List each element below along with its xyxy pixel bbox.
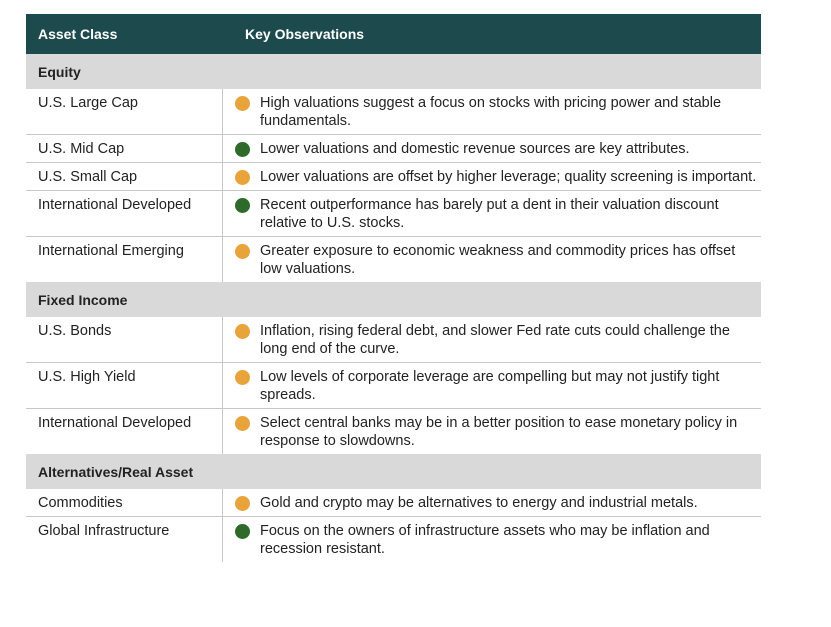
status-dot-icon (235, 416, 250, 431)
table-row (26, 135, 761, 163)
observation-text: Select central banks may be in a better position to ease monetary policy in response to slowdowns. (260, 415, 738, 449)
asset-class-cell: International Developed (26, 191, 223, 236)
asset-class-cell: U.S. High Yield (26, 363, 223, 408)
status-dot-icon (235, 324, 250, 339)
asset-class-cell: U.S. Bonds (26, 317, 223, 362)
table-row (26, 89, 761, 135)
observation-text: Lower valuations are offset by higher leverage; quality screening is important. (260, 169, 757, 185)
status-dot-icon (235, 524, 250, 539)
header-key-observations: Key Observations (245, 26, 365, 42)
observation-text: Focus on the owners of infrastructure assets who may be inflation and recession resistant. (260, 523, 710, 557)
asset-class-cell: U.S. Large Cap (26, 89, 223, 134)
section-header: Alternatives/Real Asset (26, 454, 761, 489)
header-asset-class: Asset Class (38, 26, 118, 42)
observation-cell (223, 363, 761, 408)
status-dot-icon (235, 198, 250, 213)
observation-cell (223, 163, 761, 190)
asset-class-cell: Commodities (26, 489, 223, 516)
observation-cell (223, 409, 761, 454)
asset-class-cell: U.S. Small Cap (26, 163, 223, 190)
observation-cell (223, 489, 761, 516)
status-dot-icon (235, 496, 250, 511)
observation-cell (223, 317, 761, 362)
asset-class-cell: U.S. Mid Cap (26, 135, 223, 162)
table-row (26, 163, 761, 191)
table-row (26, 363, 761, 409)
observation-text: Gold and crypto may be alternatives to energy and industrial metals. (260, 495, 698, 511)
table-header (26, 14, 761, 54)
observation-cell (223, 517, 761, 562)
observation-cell (223, 135, 761, 162)
observation-text: High valuations suggest a focus on stocks with pricing power and stable fundamentals. (260, 95, 722, 129)
observation-cell (223, 89, 761, 134)
table-row (26, 237, 761, 282)
observation-text: Recent outperformance has barely put a dent in their valuation discount relative to U.S. stocks. (260, 197, 719, 231)
status-dot-icon (235, 96, 250, 111)
status-dot-icon (235, 142, 250, 157)
section-header: Fixed Income (26, 282, 761, 317)
asset-class-cell: Global Infrastructure (26, 517, 223, 562)
asset-class-table (26, 14, 761, 562)
section-header: Equity (26, 54, 761, 89)
observation-cell (223, 237, 761, 282)
table-row (26, 489, 761, 517)
asset-class-cell: International Developed (26, 409, 223, 454)
observation-text: Lower valuations and domestic revenue sources are key attributes. (260, 141, 690, 157)
status-dot-icon (235, 370, 250, 385)
observation-text: Low levels of corporate leverage are compelling but may not justify tight spreads. (260, 369, 720, 403)
status-dot-icon (235, 170, 250, 185)
observation-cell (223, 191, 761, 236)
table-body (26, 54, 761, 562)
asset-class-cell: International Emerging (26, 237, 223, 282)
table-row (26, 409, 761, 454)
observation-text: Inflation, rising federal debt, and slower Fed rate cuts could challenge the long end of the curve. (260, 323, 730, 357)
table-row (26, 517, 761, 562)
status-dot-icon (235, 244, 250, 259)
observation-text: Greater exposure to economic weakness and commodity prices has offset low valuations. (260, 243, 736, 277)
table-row (26, 191, 761, 237)
table-row (26, 317, 761, 363)
